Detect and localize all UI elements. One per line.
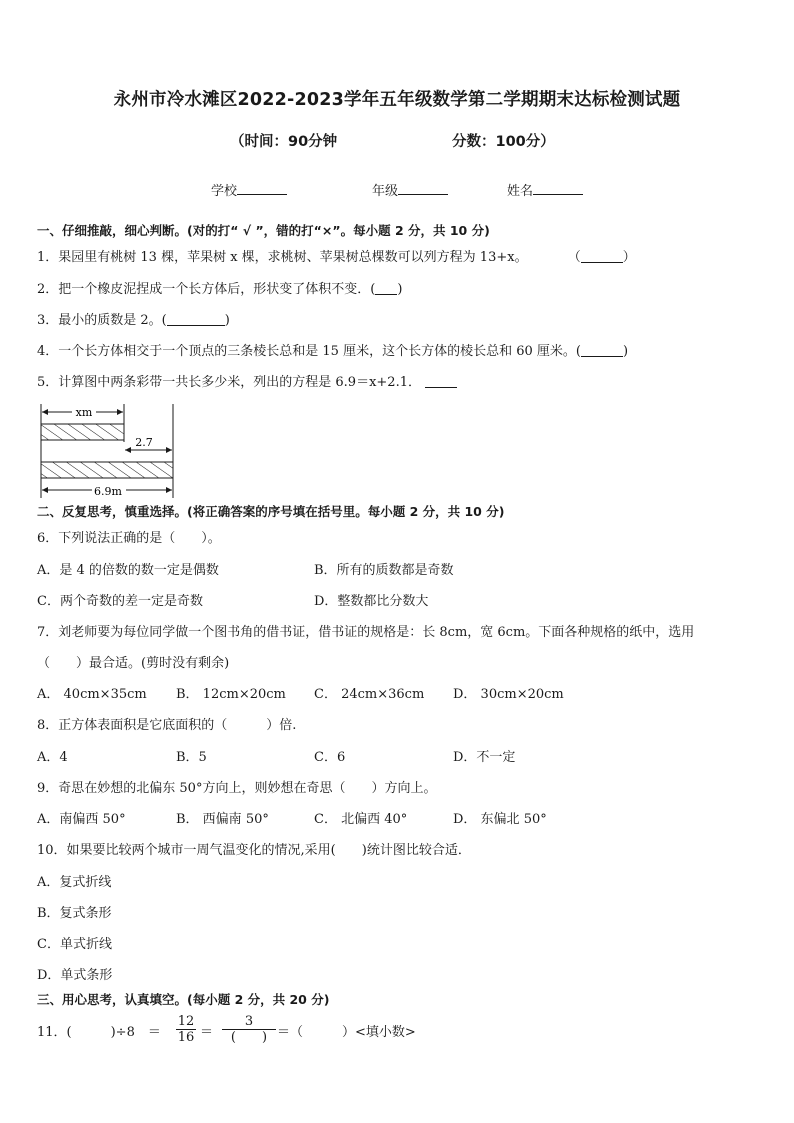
q8-option-c[interactable]: C．6 (314, 750, 346, 765)
name-field (507, 180, 533, 199)
name-blank[interactable] (533, 180, 583, 195)
fraction-denominator-blank[interactable]: ( ) (230, 1030, 268, 1045)
fraction-12-16 (176, 1014, 196, 1045)
answer-blank-2[interactable] (375, 281, 397, 295)
question-7-continued: （ ）最合适。(剪时没有剩余) (37, 656, 230, 671)
question-10: 10．如果要比较两个城市一周气温变化的情况,采用( )统计图比较合适． (37, 843, 471, 858)
grade-label: 年级 (372, 184, 399, 199)
question-7: 7．刘老师要为每位同学做一个图书角的借书证，借书证的规格是：长 8cm，宽 6cm。下面各种规格的纸中，选用 (37, 625, 695, 640)
fraction-numerator-2: 3 (244, 1014, 254, 1029)
ribbon-figure (36, 402, 182, 500)
exam-meta (0, 130, 794, 150)
q1-paren-open: （ (567, 250, 581, 265)
question-2-text: 2．把一个橡皮泥捏成一个长方体后，形状变了体积不变．( (37, 282, 376, 297)
q2-paren-close: ) (397, 282, 403, 297)
q6-option-d[interactable]: D．整数都比分数大 (314, 594, 429, 609)
q10-option-b[interactable]: B．复式条形 (37, 906, 112, 921)
name-label: 姓名 (507, 184, 534, 199)
q8-option-a[interactable]: A．4 (37, 750, 68, 765)
question-11-end: ＝（ ）<填小数> (277, 1025, 416, 1040)
question-4 (37, 343, 628, 361)
section3-heading: 三、用心思考，认真填空。(每小题 2 分，共 20 分) (37, 992, 330, 1007)
question-6: 6．下列说法正确的是（ ）。 (37, 531, 221, 546)
top-ribbon (41, 424, 124, 440)
q6-option-a[interactable]: A．是 4 的倍数的数一定是偶数 (37, 563, 219, 578)
q10-option-c[interactable]: C．单式折线 (37, 937, 112, 952)
question-2 (37, 281, 402, 299)
score-label: 分数：100分） (452, 134, 555, 150)
school-label: 学校 (211, 184, 238, 199)
fraction-numerator: 12 (177, 1014, 195, 1029)
question-1-text: 1．果园里有桃树 13 棵，苹果树 x 棵，求桃树、苹果树总棵数可以列方程为 13+x。 (37, 250, 528, 265)
equals-sign: ＝ (200, 1025, 214, 1040)
q9-option-c[interactable]: C． 北偏西 40° (314, 812, 408, 827)
answer-blank-5[interactable] (425, 374, 457, 388)
q8-option-d[interactable]: D．不一定 (453, 750, 516, 765)
q7-option-c[interactable]: C． 24cm×36cm (314, 687, 425, 702)
grade-blank[interactable] (398, 180, 448, 195)
school-blank[interactable] (237, 180, 287, 195)
label-xm: xm (75, 406, 93, 419)
question-5 (37, 374, 457, 392)
answer-blank-3[interactable] (167, 312, 225, 326)
q6-option-b[interactable]: B．所有的质数都是奇数 (314, 563, 454, 578)
q6-option-c[interactable]: C．两个奇数的差一定是奇数 (37, 594, 203, 609)
question-9: 9．奇思在妙想的北偏东 50°方向上，则妙想在奇思（ ）方向上。 (37, 781, 437, 796)
q4-paren-close: ) (622, 344, 629, 359)
fraction-denominator: 16 (177, 1030, 195, 1045)
question-3 (37, 312, 230, 330)
label-2-7: 2.7 (135, 436, 153, 449)
q7-option-a[interactable]: A． 40cm×35cm (37, 687, 147, 702)
question-3-text: 3．最小的质数是 2。( (37, 313, 167, 328)
question-8: 8．正方体表面积是它底面积的（ ）倍. (37, 718, 297, 733)
question-1 (37, 249, 636, 267)
label-6-9m: 6.9m (94, 485, 122, 498)
q9-option-a[interactable]: A．南偏西 50° (37, 812, 126, 827)
fraction-3-blank (222, 1014, 276, 1045)
answer-blank-4[interactable] (581, 343, 623, 357)
q8-option-b[interactable]: B．5 (176, 750, 207, 765)
section1-heading: 一、仔细推敲，细心判断。(对的打“ √ ”，错的打“×”。每小题 2 分，共 10 分) (37, 223, 490, 238)
q9-option-b[interactable]: B． 西偏南 50° (176, 812, 269, 827)
answer-blank-1[interactable] (581, 249, 623, 263)
q1-paren-close: ） (622, 250, 636, 265)
bottom-ribbon (41, 462, 173, 478)
section2-heading: 二、反复思考，慎重选择。(将正确答案的序号填在括号里。每小题 2 分，共 10 分) (37, 504, 505, 519)
page-title: 永州市冷水滩区2022-2023学年五年级数学第二学期期末达标检测试题 (113, 90, 681, 110)
question-5-text: 5．计算图中两条彩带一共长多少米，列出的方程是 6.9＝x+2.1． (37, 375, 421, 390)
q10-option-a[interactable]: A．复式折线 (37, 875, 112, 890)
q3-paren-close: ) (224, 313, 230, 328)
time-label: （时间：90分钟 (230, 134, 338, 150)
q7-option-b[interactable]: B． 12cm×20cm (176, 687, 286, 702)
question-4-text: 4．一个长方体相交于一个顶点的三条棱长总和是 15 厘米，这个长方体的棱长总和 60 厘米。( (37, 344, 581, 359)
school-field (211, 180, 237, 199)
q9-option-d[interactable]: D． 东偏北 50° (453, 812, 547, 827)
q10-option-d[interactable]: D．单式条形 (37, 968, 113, 983)
q7-option-d[interactable]: D． 30cm×20cm (453, 687, 564, 702)
grade-field (372, 180, 398, 199)
question-11-start: 11．( )÷8 ＝ (37, 1025, 161, 1040)
